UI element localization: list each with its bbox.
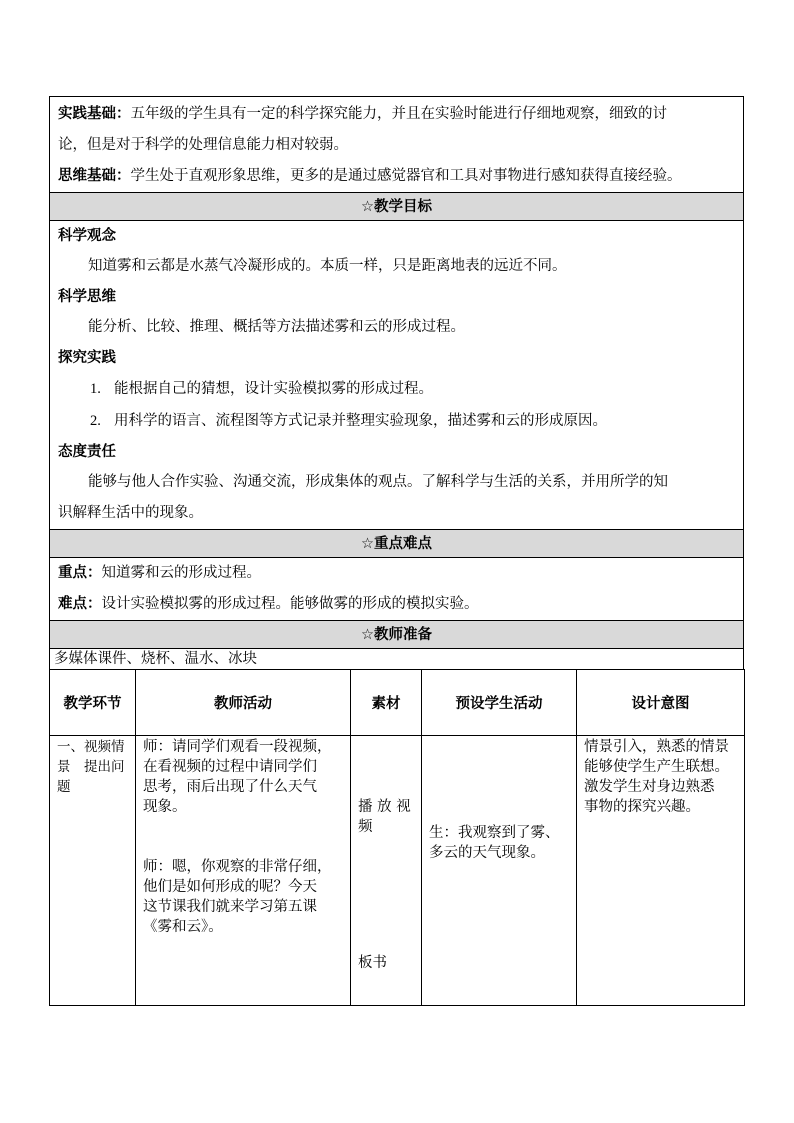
intent-text: 能够使学生产生联想。 [584, 759, 729, 775]
header-stage: 教学环节 [50, 670, 136, 736]
key-point [50, 558, 743, 589]
teacher-text: 思考，雨后出现了什么天气 [143, 779, 317, 795]
student-text: 生：我观察到了雾、 [429, 825, 560, 841]
thinking-title: 科学思维 [58, 289, 116, 305]
intent-text: 情景引入，熟悉的情景 [584, 739, 729, 755]
practice-item [50, 373, 743, 405]
thinking-basis [50, 161, 743, 192]
objectives-heading: ☆教学目标 [49, 192, 744, 220]
table-row [50, 736, 745, 1006]
difficult-point-text: 设计实验模拟雾的形成过程。能够做雾的形成的模拟实验。 [101, 596, 479, 612]
thinking-basis-label: 思维基础： [58, 168, 131, 184]
teacher-text: 在看视频的过程中请同学们 [143, 759, 317, 775]
practice-item-text: 能根据自己的猜想，设计实验模拟雾的形成过程。 [114, 381, 433, 397]
teacher-text: 他们是如何形成的呢？今天 [143, 879, 317, 895]
teacher-text: 这节课我们就来学习第五课 [143, 899, 317, 915]
material-text: 播 放 视 [358, 799, 411, 815]
key-points-section [49, 557, 744, 620]
key-points-heading: ☆重点难点 [49, 529, 744, 557]
preparation-section [49, 648, 744, 669]
attitude-text-cont: 识解释生活中的现象。 [58, 505, 203, 521]
basis-section [49, 96, 744, 192]
key-point-text: 知道雾和云的形成过程。 [101, 565, 261, 581]
concept-text: 知道雾和云都是水蒸气冷凝形成的。本质一样，只是距离地表的远近不同。 [88, 258, 567, 274]
header-student-activity: 预设学生活动 [422, 670, 577, 736]
attitude-text: 能够与他人合作实验、沟通交流，形成集体的观点。了解科学与生活的关系，并用所学的知 [88, 474, 668, 490]
preparation-heading: ☆教师准备 [49, 620, 744, 648]
preparation-text: 多媒体课件、烧杯、温水、冰块 [54, 651, 257, 667]
difficult-point-label: 难点： [58, 596, 102, 612]
intent-text: 事物的探究兴趣。 [584, 799, 700, 815]
objectives-section [49, 220, 744, 529]
concept-title: 科学观念 [58, 228, 116, 244]
practice-basis-cont: 论，但是对于科学的处理信息能力相对较弱。 [58, 137, 348, 153]
teacher-activity-cell [136, 736, 351, 1006]
header-design-intent: 设计意图 [577, 670, 745, 736]
material-text: 频 [358, 819, 373, 835]
practice-basis-label: 实践基础： [58, 106, 131, 122]
header-teacher-activity: 教师活动 [136, 670, 351, 736]
lesson-plan-document [49, 96, 744, 1006]
stage-text: 景 提出问 [57, 759, 125, 775]
thinking-basis-text: 学生处于直观形象思维，更多的是通过感觉器官和工具对事物进行感知获得直接经验。 [130, 168, 682, 184]
student-activity-cell [422, 736, 577, 1006]
practice-item-number: 1. [90, 381, 101, 397]
practice-item [50, 405, 743, 437]
practice-item-number: 2. [90, 413, 101, 429]
material-text: 板书 [358, 955, 387, 971]
header-material: 素材 [351, 670, 422, 736]
stage-text: 一、视频情 [57, 739, 125, 755]
teacher-text: 师：嗯，你观察的非常仔细， [143, 859, 332, 875]
thinking-text: 能分析、比较、推理、概括等方法描述雾和云的形成过程。 [88, 319, 465, 335]
stage-text: 题 [57, 779, 71, 795]
intent-text: 激发学生对身边熟悉 [584, 779, 715, 795]
table-header-row [50, 670, 745, 736]
practice-basis-text: 五年级的学生具有一定的科学探究能力，并且在实验时能进行仔细地观察，细致的讨 [130, 106, 667, 122]
material-cell [351, 736, 422, 1006]
difficult-point [50, 589, 743, 620]
student-text: 多云的天气现象。 [429, 845, 545, 861]
practice-item-text: 用科学的语言、流程图等方式记录并整理实验现象，描述雾和云的形成原因。 [114, 413, 607, 429]
attitude-title: 态度责任 [58, 444, 116, 460]
teacher-text: 现象。 [143, 799, 187, 815]
activity-table [49, 669, 745, 1006]
stage-cell [50, 736, 136, 1006]
design-intent-cell [577, 736, 745, 1006]
teacher-text: 《雾和云》。 [143, 919, 223, 935]
key-point-label: 重点： [58, 565, 102, 581]
practice-title: 探究实践 [58, 350, 116, 366]
practice-basis [50, 99, 743, 130]
teacher-text: 师：请同学们观看一段视频， [143, 739, 332, 755]
